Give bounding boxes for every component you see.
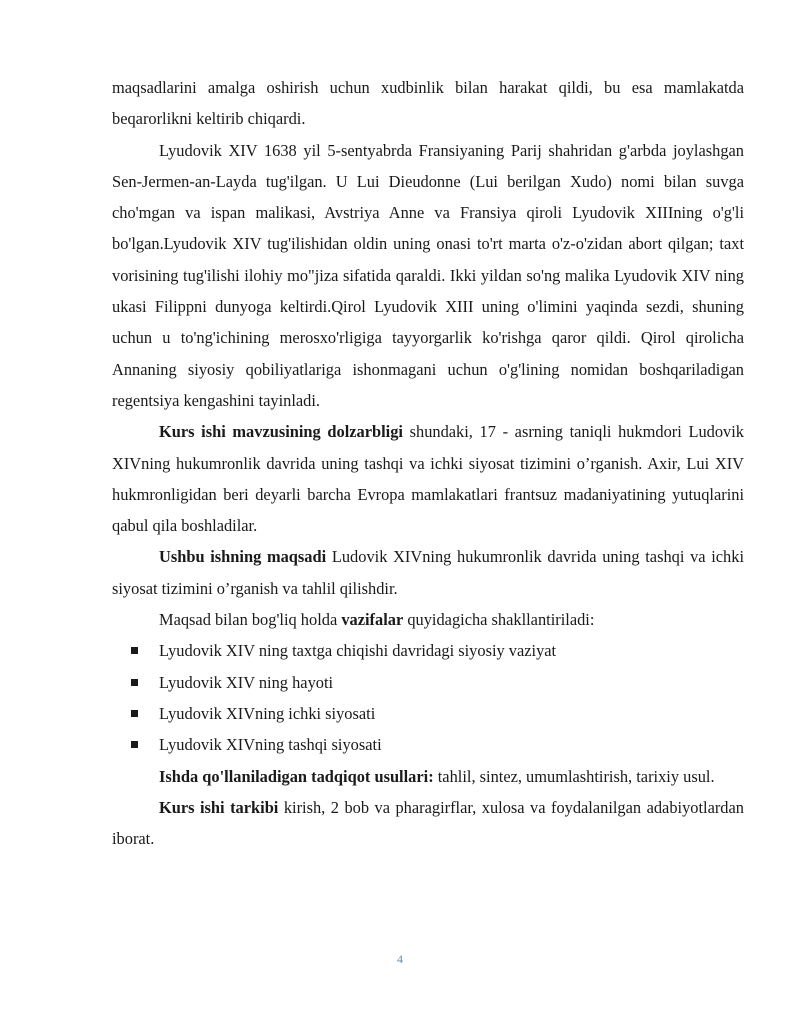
goal-heading: Ushbu ishning maqsadi — [159, 547, 327, 567]
tasks-intro-tail: quyidagicha shakllantiriladi: — [403, 610, 595, 630]
paragraph-goal — [112, 541, 744, 604]
paragraph-relevance — [112, 416, 744, 541]
square-bullet-icon — [131, 710, 138, 717]
page-number: 4 — [397, 952, 403, 966]
paragraph-biography: Lyudovik XIV 1638 yil 5-sentyabrda Fransiyaning Parij shahridan g'arbda joylashgan Sen-Jermen-an-Layda tug'ilgan. U Lui Dieudonne (Lui berilgan Xudo) nomi bilan suvga cho'mgan va ispan malikasi, Avstriya Anne va Fransiya qiroli Lyudovik XIIIning o'g'li bo'lgan.Lyudovik XIV tug'ilishidan oldin uning onasi to'rt marta o'z-o'zidan abort qilgan; taxt vorisining tug'ilishi ilohiy mo"jiza sifatida qaraldi. Ikki yildan so'ng malika Lyudovik XIV ning ukasi Filippni dunyoga keltirdi.Qirol Lyudovik XIII uning o'limini yaqinda sezdi, shuning uchun u to'ng'ichining merosxo'rligiga tayyorgarlik ko'rishga qaror qildi. Qirol qirolicha Annaning siyosiy qobiliyatlariga ishonmagani uchun o'g'lining nomidan boshqariladigan regentsiya kengashini tayinladi. — [112, 140, 744, 410]
square-bullet-icon — [131, 647, 138, 654]
list-item — [112, 698, 744, 729]
relevance-text: shundaki, 17 - asrning taniqli hukmdori Ludovik XIVning hukumronlik davrida uning tashqi va ichki siyosat tizimini o’rganish. Axir, Lui XIV hukmronligidan beri deyarli barcha Evropa mamlakatlari frantsuz madaniyatining yutuqlarini qabul qila boshladilar. — [112, 422, 745, 536]
structure-heading: Kurs ishi tarkibi — [159, 797, 279, 817]
paragraph-structure — [112, 792, 744, 855]
list-item-text: Lyudovik XIV ning hayoti — [159, 672, 334, 692]
square-bullet-icon — [131, 679, 138, 686]
tasks-list — [112, 635, 744, 760]
list-item — [112, 729, 744, 760]
paragraph-tasks-intro — [112, 604, 744, 635]
document-page — [112, 72, 744, 854]
methods-heading: Ishda qo'llaniladigan tadqiqot usullari: — [159, 766, 434, 786]
list-item-text: Lyudovik XIV ning taxtga chiqishi davridagi siyosiy vaziyat — [159, 641, 557, 661]
relevance-heading: Kurs ishi mavzusining dolzarbligi — [159, 422, 403, 442]
tasks-intro-text: Maqsad bilan bog'liq holda — [159, 610, 342, 630]
paragraph-intro-continuation: maqsadlarini amalga oshirish uchun xudbinlik bilan harakat qildi, bu esa mamlakatda beqarorlikni keltirib chiqardi. — [112, 78, 744, 129]
structure-text: kirish, 2 bob va pharagirflar, xulosa va foydalanilgan adabiyotlardan iborat. — [112, 797, 744, 849]
list-item — [112, 635, 744, 666]
list-item-text: Lyudovik XIVning ichki siyosati — [159, 703, 376, 723]
list-item — [112, 667, 744, 698]
tasks-heading: vazifalar — [341, 610, 404, 630]
goal-text: Ludovik XIVning hukumronlik davrida uning tashqi va ichki siyosat tizimini o’rganish va tahlil qilishdir. — [112, 547, 745, 598]
list-item-text: Lyudovik XIVning tashqi siyosati — [159, 735, 382, 755]
square-bullet-icon — [131, 741, 138, 748]
methods-text: tahlil, sintez, umumlashtirish, tarixiy usul. — [433, 766, 715, 786]
paragraph-methods — [112, 761, 744, 792]
